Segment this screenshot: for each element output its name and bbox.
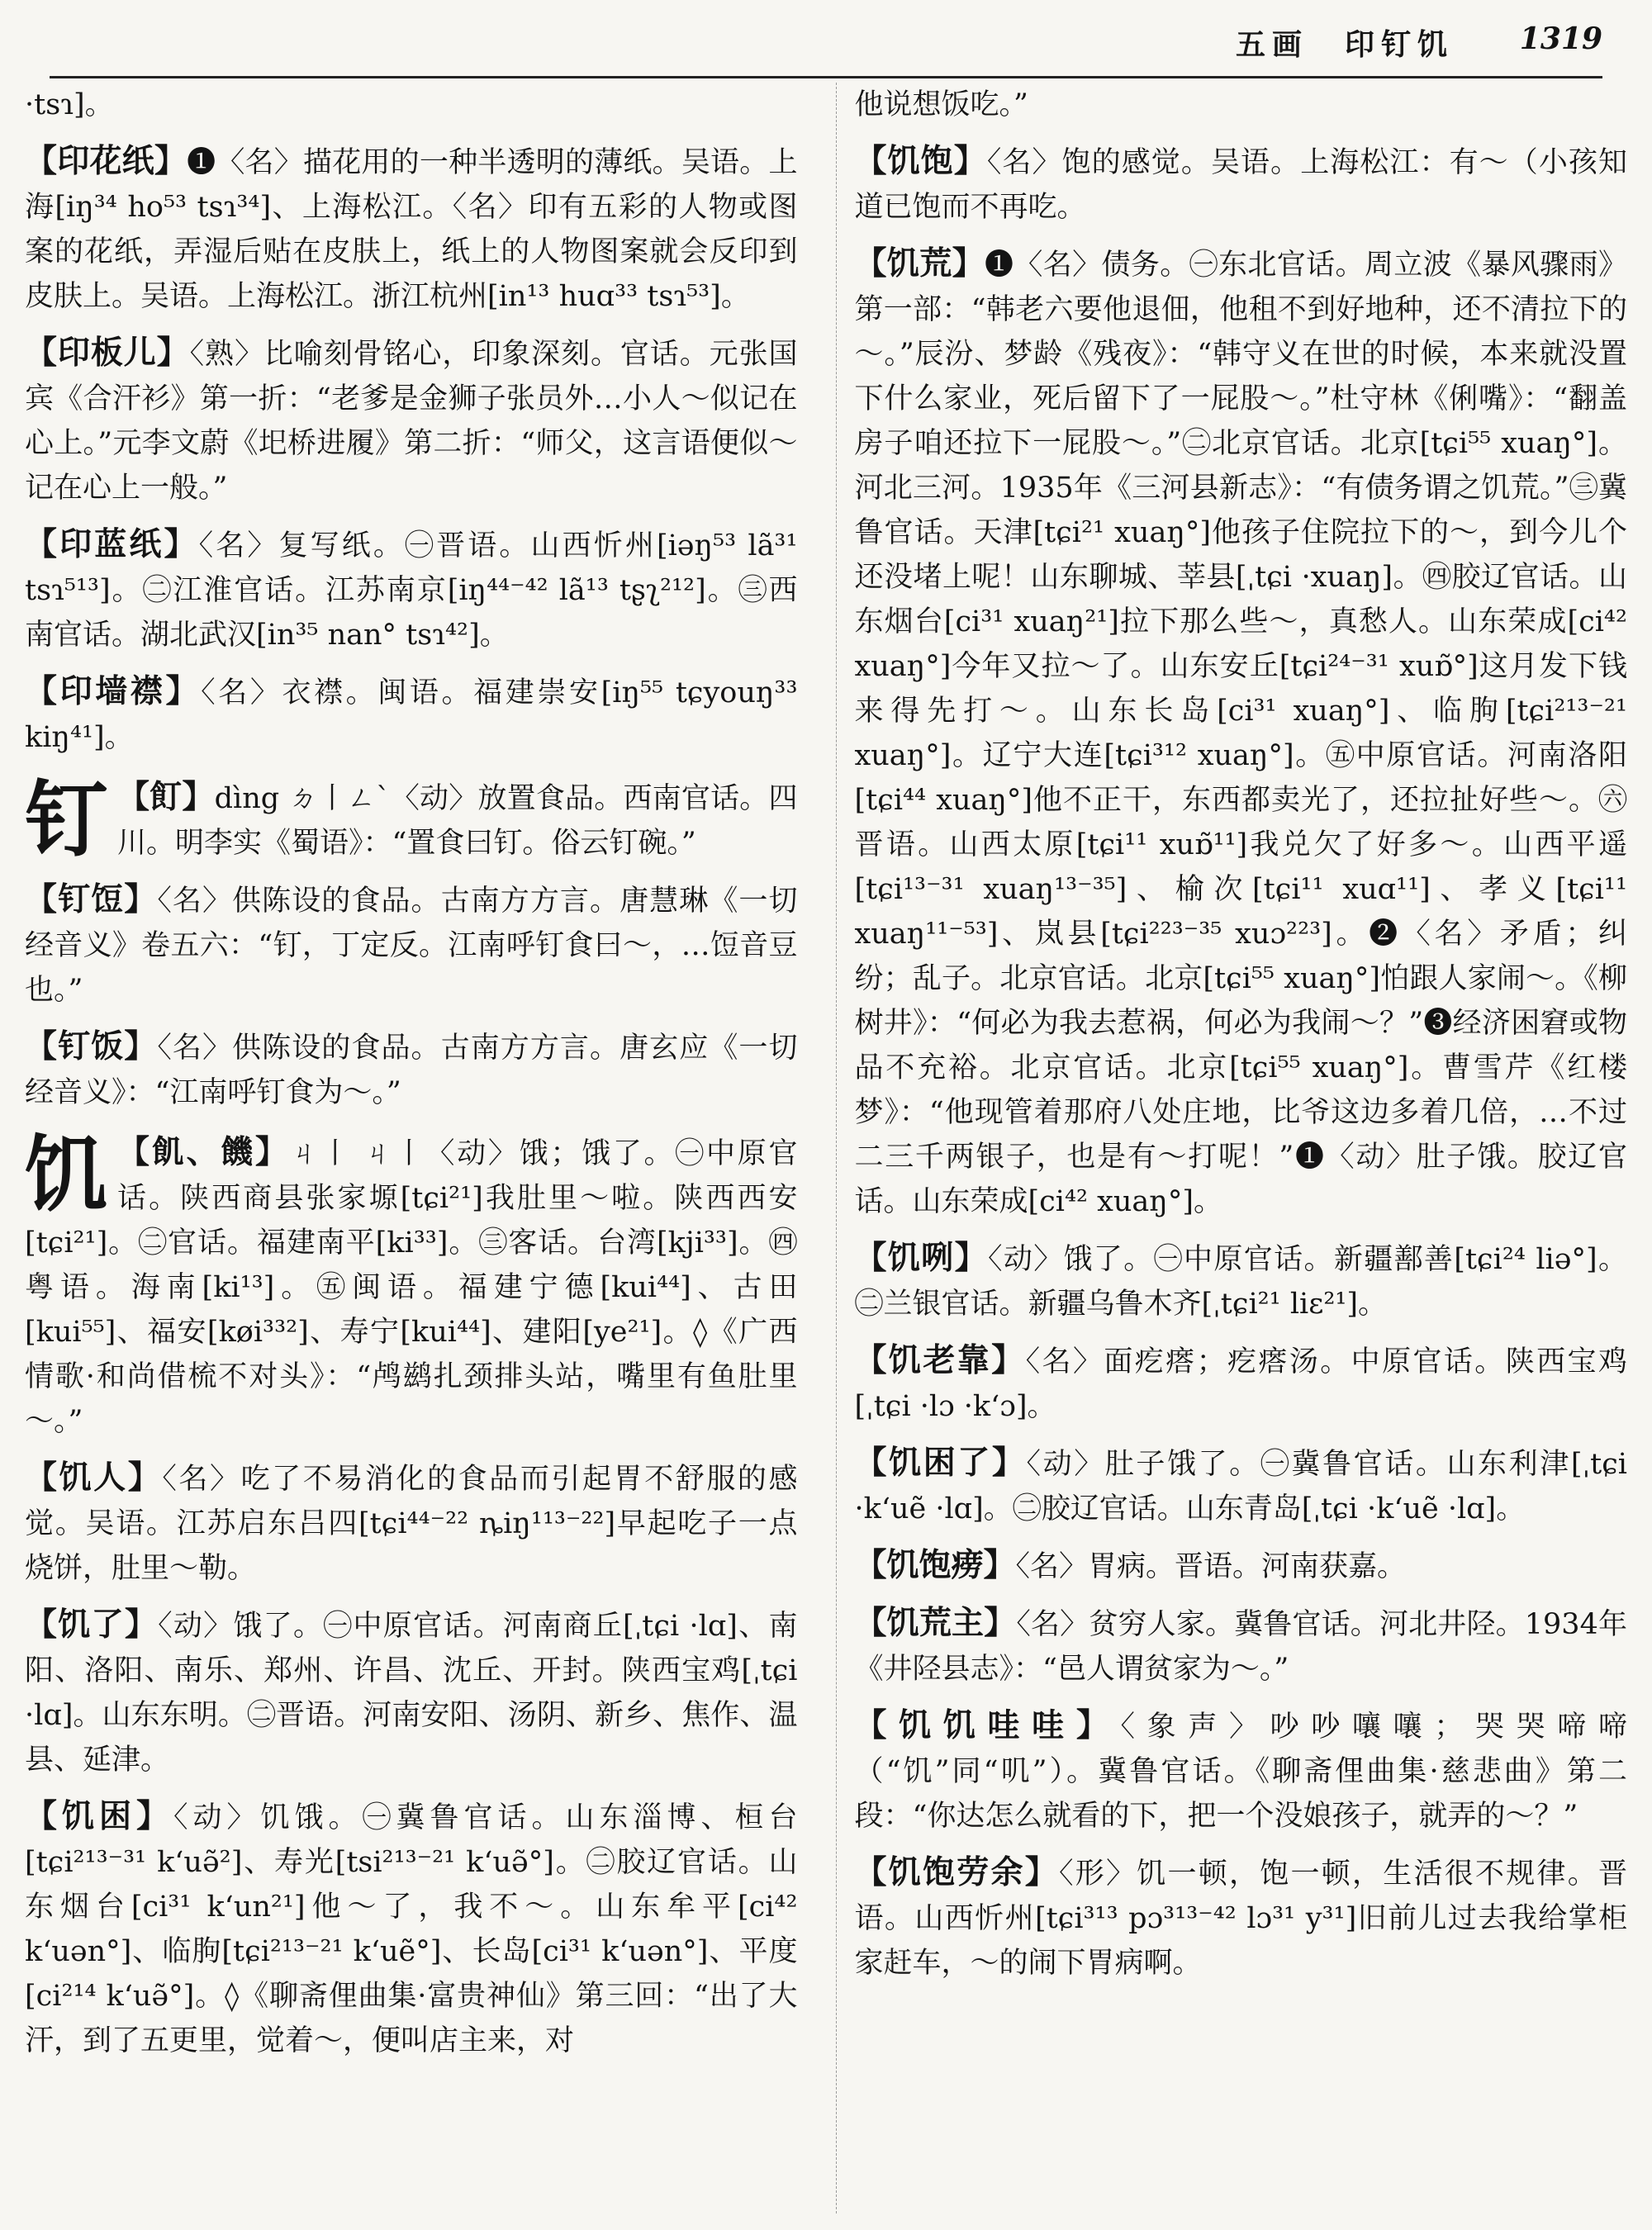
entry-body: dìng ㄉ丨ㄥˋ〈动〉放置食品。西南官话。四川。明李实《蜀语》：“置食曰钉。俗云钉碗。” xyxy=(117,782,798,860)
entry-headword: 【印花纸】 xyxy=(25,142,188,180)
entry-headword: 【饥了】 xyxy=(25,1606,159,1644)
entry-body: ❶〈名〉描花用的一种半透明的薄纸。吴语。上海[iŋ³⁴ ho⁵³ tsɿ³⁴]、上海松江。〈名〉印有五彩的人物或图案的花纸，弄湿后贴在皮肤上，纸上的人物图案就会反印到皮肤上。吴语。上海松江。浙江杭州[in¹³ huɑ³³ tsɿ⁵³]。 xyxy=(25,146,798,313)
entry-dingdou xyxy=(25,877,798,1013)
right-column xyxy=(836,83,1628,2213)
entry-yinlanzhi xyxy=(25,522,798,657)
entry-body: 〈动〉饥饿。㊀冀鲁官话。山东淄博、桓台[tɕi²¹³⁻³¹ k‘uə̃²]、寿光[tsi²¹³⁻²¹ k‘uə̃°]。㊁胶辽官话。山东烟台[ci³¹ k‘un²¹]他～了，我不～。山东牟平[ci⁴² k‘uən°]、临朐[tɕi²¹³⁻²¹ k‘uẽ°]、长岛[ci³¹ k‘uən°]、平度[ci²¹⁴ k‘uə̃°]。◊《聊斋俚曲集·富贵神仙》第三回：“出了大汗，到了五更里，觉着～，便叫店主来，对 xyxy=(25,1801,798,2057)
left-column xyxy=(25,83,798,2213)
entry-body: 〈动〉饿了。㊀中原官话。河南商丘[ˌtɕi ·lɑ]、南阳、洛阳、南乐、郑州、许昌、沈丘、开封。陕西宝鸡[ˌtɕi ·lɑ]。山东东明。㊁晋语。河南安阳、汤阴、新乡、焦作、温县、延津。 xyxy=(25,1610,798,1777)
entry-jilaokao xyxy=(855,1338,1628,1429)
entry-yinhuazhi xyxy=(25,139,798,319)
entry-body: 〈名〉胃病。晋语。河南获嘉。 xyxy=(1015,1550,1407,1583)
entry-jibao xyxy=(855,139,1628,230)
entry-headword: 【饥困】 xyxy=(25,1797,173,1835)
entry-body: 〈动〉肚子饿了。㊀冀鲁官话。山东利津[ˌtɕi ·k‘uẽ ·lɑ]。㊁胶辽官话。山东青岛[ˌtɕi ·k‘uẽ ·lɑ]。 xyxy=(854,1448,1627,1525)
entry-headword: 【印板儿】 xyxy=(25,334,190,372)
entry-jikun xyxy=(25,1794,798,2063)
entry-body: 〈名〉饱的感觉。吴语。上海松江：有～（小孩知道已饱而不再吃。 xyxy=(854,146,1627,224)
entry-body: ㄐ丨 ㄐ丨〈动〉饿；饿了。㊀中原官话。陕西商县张家塬[tɕi²¹]我肚里～啦。陕西西安[tɕi²¹]。㊁官话。福建南平[ki³³]。㊂客话。台湾[kji³³]。㊃粤语。海南[ki¹³]。㊄闽语。福建宁德[kui⁴⁴]、古田[kui⁵⁵]、福安[køi³³²]、寿宁[kui⁴⁴]、建阳[ye²¹]。◊《广西情歌·和尚借梳不对头》：“鸬鹚扎颈排头站，嘴里有鱼肚里～。” xyxy=(25,1137,798,1438)
entry-yinbaner xyxy=(25,330,798,510)
continuation-text: 他说想饭吃。” xyxy=(854,88,1028,121)
entry-body: 〈动〉饿了。㊀中原官话。新疆鄯善[tɕi²⁴ liə°]。㊁兰银官话。新疆乌鲁木齐[ˌtɕi²¹ liɛ²¹]。 xyxy=(854,1243,1627,1321)
page-header-title: 五画 印钉饥 xyxy=(1235,27,1454,62)
entry-jikunle xyxy=(855,1440,1628,1531)
entry-jihuangzhu xyxy=(855,1601,1628,1691)
entry-body: 〈象声〉吵吵嚷嚷；哭哭啼啼（“饥”同“叽”）。冀鲁官话。《聊斋俚曲集·慈悲曲》第二段：“你达怎么就看的下，把一个没娘孩子，就弄的～？” xyxy=(854,1710,1627,1833)
entry-body: 〈名〉供陈设的食品。古南方方言。唐玄应《一切经音义》：“江南呼钉食为～。” xyxy=(25,1032,798,1109)
page-number: 1319 xyxy=(1519,21,1602,56)
entry-jijiwawa xyxy=(855,1703,1628,1839)
entry-dingfan xyxy=(25,1024,798,1115)
entry-headword: 【饥饱】 xyxy=(854,142,987,180)
entry-headword: 【钉饭】 xyxy=(25,1027,158,1065)
entry-headword: 【饥困了】 xyxy=(854,1444,1027,1482)
entry-headword: 【钉饾】 xyxy=(25,880,158,918)
entry-jile xyxy=(25,1602,798,1782)
entry-body: 〈名〉吃了不易消化的食品而引起胃不舒服的感觉。吴语。江苏启东吕四[tɕi⁴⁴⁻²² ȵiŋ¹¹³⁻²²]早起吃子一点烧饼，肚里～勒。 xyxy=(25,1463,798,1585)
entry-headword: 【飣】 xyxy=(117,778,215,816)
continuation-text: ·tsɿ]。 xyxy=(25,88,114,121)
entry-ji-main xyxy=(25,1126,798,1444)
entry-headword: 【印蓝纸】 xyxy=(25,525,199,563)
dictionary-columns xyxy=(25,83,1627,2213)
entry-headword: 【饥饥哇哇】 xyxy=(854,1706,1121,1744)
entry-body: 〈名〉复写纸。㊀晋语。山西忻州[iəŋ⁵³ lã³¹ tsɿ⁵¹³]。㊁江淮官话。江苏南京[iŋ⁴⁴⁻⁴² lã¹³ tʂʅ²¹²]。㊂西南官话。湖北武汉[in³⁵ nan° tsɿ⁴²]。 xyxy=(25,529,798,652)
entry-ding-main xyxy=(25,771,798,868)
entry-body: 〈形〉饥一顿，饱一顿，生活很不规律。晋语。山西忻州[tɕi³¹³ pɔ³¹³⁻⁴² lɔ³¹ y³¹]旧前儿过去我给掌柜家赶车，～的闹下胃病啊。 xyxy=(854,1858,1627,1980)
entry-body: 〈名〉衣襟。闽语。福建崇安[iŋ⁵⁵ tɕyouŋ³³ kiŋ⁴¹]。 xyxy=(25,676,798,754)
entry-yinqiangjin xyxy=(25,669,798,760)
entry-headword: 【饥饱痨】 xyxy=(854,1546,1016,1584)
main-character: 饥 xyxy=(25,1126,107,1223)
entry-headword: 【饥人】 xyxy=(25,1459,163,1497)
entry-body: 〈名〉面疙瘩；疙瘩汤。中原官话。陕西宝鸡[ˌtɕi ·lɔ ·k‘ɔ]。 xyxy=(854,1345,1627,1423)
entry-headword: 【饥饱劳余】 xyxy=(854,1853,1059,1891)
entry-jiren xyxy=(25,1455,798,1591)
page-header xyxy=(50,18,1602,78)
entry-body: 〈名〉贫穷人家。冀鲁官话。河北井陉。1934年《井陉县志》：“邑人谓贫家为～。” xyxy=(854,1608,1627,1686)
entry-body: 〈熟〉比喻刻骨铭心，印象深刻。官话。元张国宾《合汗衫》第一折：“老爹是金狮子张员外…小人～似记在心上。”元李文蔚《圯桥进履》第二折：“师父，这言语便似～记在心上一般。” xyxy=(25,338,798,505)
entry-headword: 【饥老靠】 xyxy=(854,1341,1026,1379)
entry-headword: 【饥荒】 xyxy=(854,244,985,282)
entry-jibaolao xyxy=(855,1543,1628,1589)
entry-jilie xyxy=(855,1236,1628,1326)
entry-body: ❶〈名〉债务。㊀东北官话。周立波《暴风骤雨》第一部：“韩老六要他退佃，他租不到好地种，还不清拉下的～。”辰汾、梦龄《残夜》：“韩守义在世的时候，本来就没置下什么家业，死后留下了一屁股～。”杜守林《俐嘴》：“翻盖房子咱还拉下一屁股～。”㊁北京官话。北京[tɕi⁵⁵ xuaŋ°]。河北三河。1935年《三河县新志》：“有债务谓之饥荒。”㊂冀鲁官话。天津[tɕi²¹ xuaŋ°]他孩子住院拉下的～，到今儿个还没堵上呢！山东聊城、莘县[ˌtɕi ·xuaŋ]。㊃胶辽官话。山东烟台[ci³¹ xuaŋ²¹]拉下那么些～，真愁人。山东荣成[ci⁴² xuaŋ°]今年又拉～了。山东安丘[tɕi²⁴⁻³¹ xuɒ̃°]这月发下钱来得先打～。山东长岛[ci³¹ xuaŋ°]、临朐[tɕi²¹³⁻²¹ xuaŋ°]。辽宁大连[tɕi³¹² xuaŋ°]。㊄中原官话。河南洛阳[tɕi⁴⁴ xuaŋ°]他不正干，东西都卖光了，还拉扯好些～。㊅晋语。山西太原[tɕi¹¹ xuɒ̃¹¹]我兑欠了好多～。山西平遥[tɕi¹³⁻³¹ xuaŋ¹³⁻³⁵]、榆次[tɕi¹¹ xuɑ¹¹]、孝义[tɕi¹¹ xuaŋ¹¹⁻⁵³]、岚县[tɕi²²³⁻³⁵ xuɔ²²³]。❷〈名〉矛盾；纠纷；乱子。北京官话。北京[tɕi⁵⁵ xuaŋ°]怕跟人家闹～。《柳树井》：“何必为我去惹祸，何必为我闹～？”❸经济困窘或物品不充裕。北京官话。北京[tɕi⁵⁵ xuaŋ°]。曹雪芹《红楼梦》：“他现管着那府八处庄地，比爷这边多着几倍，…不过二三千两银子，也是有～打呢！”❶〈动〉肚子饿。胶辽官话。山东荣成[ci⁴² xuaŋ°]。 xyxy=(854,249,1627,1218)
entry-headword: 【飢、饑】 xyxy=(117,1133,290,1171)
entry-headword: 【饥咧】 xyxy=(854,1239,988,1277)
entry-jibaolaoyu xyxy=(855,1850,1628,1986)
main-character: 钉 xyxy=(25,771,107,868)
entry-body: 〈名〉供陈设的食品。古南方方言。唐慧琳《一切经音义》卷五六：“钉，丁定反。江南呼钉食曰～，…饾音豆也。” xyxy=(25,885,798,1007)
entry-headword: 【印墙襟】 xyxy=(25,672,202,710)
entry-jihuang xyxy=(855,241,1628,1224)
entry-headword: 【饥荒主】 xyxy=(854,1604,1017,1642)
